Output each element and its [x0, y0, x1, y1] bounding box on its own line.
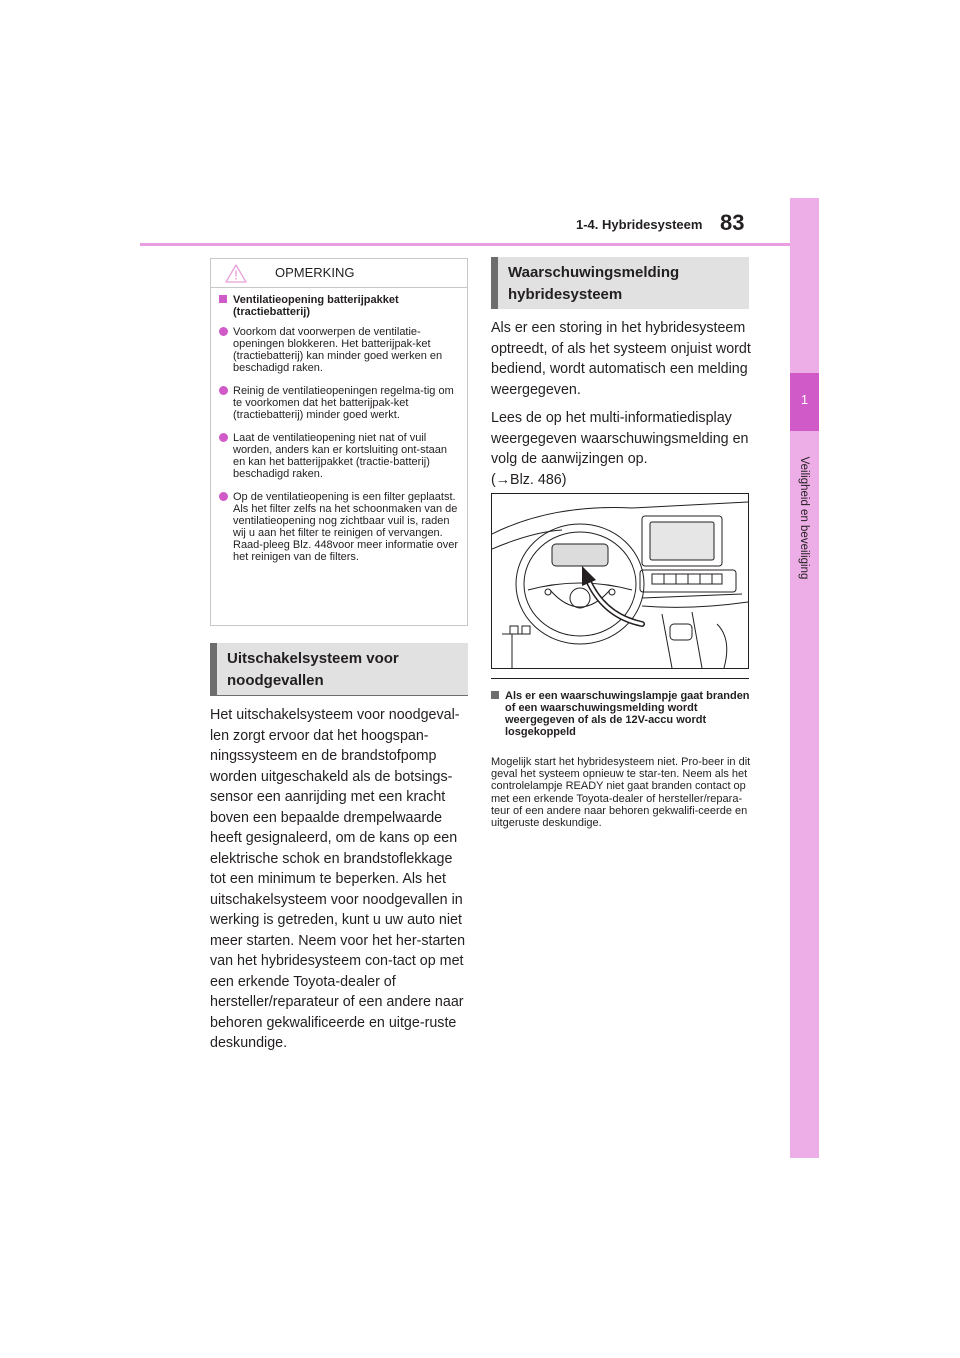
page-reference: (→Blz. 486) [491, 471, 567, 488]
heading-underline [210, 695, 468, 696]
section-heading-warning-message: Waarschuwingsmelding hybridesysteem [491, 257, 749, 309]
dashboard-drawing [492, 494, 748, 668]
emergency-shutoff-body: Het uitschakelsysteem voor noodgeval-len zorgt ervoor dat het hoogspan-ningssysteem en de brandstofpomp worden uitgeschakeld als de botsings-sensor een aanrijding met een kracht boven een bepaalde drempelwaarde heeft gesignaleerd, om de kans op een elektrische schok en brandstoflekkage tot een minimum te beperken. Als het uitschakelsysteem voor noodgevallen in werking is getreden, kunt u uw auto niet meer starten. Neem voor het her-starten van het hybridesysteem con-tact op met een erkende Toyota-dealer of hersteller/reparateur of een andere naar behoren gekwalificeerde en uitge-ruste deskundige. [210, 707, 466, 1051]
body-paragraph: Lees de op het multi-informatiedisplay weergegeven waarschuwingsmelding en volg de aanwijzingen op. [491, 410, 749, 467]
page-number: 83 [720, 210, 745, 235]
dashboard-illustration [491, 493, 749, 669]
caution-item: Reinig de ventilatieopeningen regelma-tig om te voorkomen dat het batterijpak-ket (tractiebatterij) minder goed werkt. [219, 385, 459, 421]
caution-item: Op de ventilatieopening is een filter geplaatst. Als het filter zelfs na het schoonmaken van de ventilatieopening nog zichtbaar vuil is, raden wij u aan het filter te reinigen of vervangen. Raad-pleeg Blz. 448voor meer informatie over het reinigen van de filters. [219, 491, 459, 563]
caution-subheading: Ventilatieopening batterijpakket (tractiebatterij) [219, 294, 459, 318]
section-title: 1-4. Hybridesysteem [576, 217, 703, 232]
square-bullet-icon [219, 295, 227, 303]
caution-title: OPMERKING [275, 265, 355, 280]
illustration-underline [491, 678, 749, 679]
section-heading-emergency-shutoff: Uitschakelsysteem voor noodgevallen [210, 643, 468, 695]
chapter-label: Veiligheid en beveiliging [798, 456, 810, 580]
round-bullet-icon [219, 433, 228, 442]
caution-box [210, 258, 468, 626]
caution-item: Laat de ventilatieopening niet nat of vuil worden, anders kan er kortsluiting ont-staan en kan het batterijpakket (tractie-batterij) beschadigd raken. [219, 432, 459, 480]
square-bullet-icon [491, 691, 499, 699]
round-bullet-icon [219, 327, 228, 336]
round-bullet-icon [219, 386, 228, 395]
caution-item: Voorkom dat voorwerpen de ventilatie-openingen blokkeren. Het batterijpak-ket (tractiebatterij) kan minder goed werken en beschadigd raken. [219, 326, 459, 374]
warning-subheading: Als er een waarschuwingslampje gaat branden of een waarschuwingsmelding wordt weergegeven of als de 12V-accu wordt losgekoppeld [491, 690, 753, 738]
chapter-number: 1 [800, 392, 809, 407]
warning-triangle-icon [225, 264, 247, 288]
body-paragraph: Als er een storing in het hybridesysteem optreedt, of als het systeem onjuist wordt bediend, wordt automatisch een melding weergegeven. [491, 320, 751, 398]
warning-subparagraph: Mogelijk start het hybridesysteem niet. Pro-beer in dit geval het systeem opnieuw te star-ten. Neem als het controlelampje READY niet gaat branden contact op met een erkende Toyota-dealer of hersteller/repara-teur of een andere naar behoren gekwalifi-ceerde en uitgeruste deskundige. [491, 756, 751, 830]
round-bullet-icon [219, 492, 228, 501]
side-tab-strip [790, 198, 819, 1158]
warning-message-body [491, 318, 753, 498]
header-divider [140, 243, 790, 246]
caution-header [211, 259, 467, 288]
